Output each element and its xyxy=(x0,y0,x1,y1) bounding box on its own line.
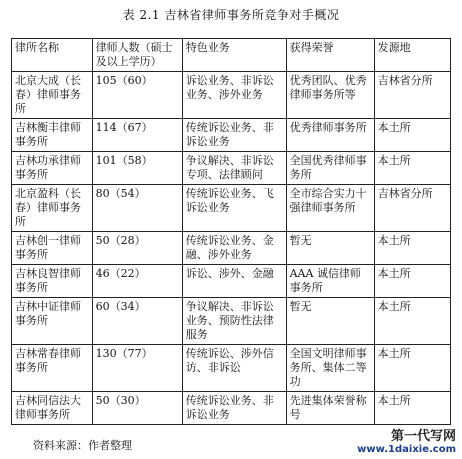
table-header-row xyxy=(12,39,451,72)
table-row xyxy=(12,232,451,265)
cell-origin: 本土所 xyxy=(374,152,450,185)
cell-specialty: 传统诉讼、涉外信访、非诉讼 xyxy=(182,345,286,392)
cell-honors: 暂无 xyxy=(286,232,374,265)
cell-honors: 暂无 xyxy=(286,298,374,345)
cell-honors: 先进集体荣誉称号 xyxy=(286,392,374,425)
cell-firm-name: 吉林同信法大律师事务所 xyxy=(12,392,93,425)
cell-honors: 全市综合实力十强律师事务所 xyxy=(286,185,374,232)
cell-lawyer-count: 80（54） xyxy=(92,185,182,232)
table-row xyxy=(12,345,451,392)
cell-origin: 本土所 xyxy=(374,392,450,425)
cell-origin: 本土所 xyxy=(374,298,450,345)
cell-specialty: 传统诉讼业务、非诉讼业务 xyxy=(182,392,286,425)
cell-origin: 本土所 xyxy=(374,119,450,152)
cell-firm-name: 吉林衡丰律师事务所 xyxy=(12,119,93,152)
table-row xyxy=(12,72,451,119)
table-row xyxy=(12,265,451,298)
cell-firm-name: 吉林中证律师事务所 xyxy=(12,298,93,345)
cell-lawyer-count: 101（58） xyxy=(92,152,182,185)
watermark-logo xyxy=(357,425,456,455)
watermark-url: www.1daixie.com xyxy=(357,444,456,455)
cell-firm-name: 北京盈科（长春）律师事务所 xyxy=(12,185,93,232)
cell-firm-name: 吉林创一律师事务所 xyxy=(12,232,93,265)
competitor-table xyxy=(11,38,451,425)
cell-origin: 吉林省分所 xyxy=(374,185,450,232)
source-note: 资料来源：作者整理 xyxy=(33,439,132,452)
cell-specialty: 诉讼业务、非诉讼业务、涉外业务 xyxy=(182,72,286,119)
cell-lawyer-count: 130（77） xyxy=(92,345,182,392)
cell-lawyer-count: 46（22） xyxy=(92,265,182,298)
header-specialty: 特色业务 xyxy=(182,39,286,72)
table-row xyxy=(12,152,451,185)
table-caption: 表 2.1 吉林省律师事务所竞争对手概况 xyxy=(122,8,340,22)
cell-lawyer-count: 105（60） xyxy=(92,72,182,119)
cell-specialty: 争议解决、非诉讼业务、预防性法律服务 xyxy=(182,298,286,345)
header-firm-name: 律所名称 xyxy=(12,39,93,72)
table-row xyxy=(12,298,451,345)
cell-firm-name: 吉林常春律师事务所 xyxy=(12,345,93,392)
header-honors: 获得荣誉 xyxy=(286,39,374,72)
cell-honors: AAA 诚信律师事务所 xyxy=(286,265,374,298)
cell-honors: 全国优秀律师事务所 xyxy=(286,152,374,185)
cell-origin: 本土所 xyxy=(374,265,450,298)
cell-lawyer-count: 114（67） xyxy=(92,119,182,152)
table-row xyxy=(12,392,451,425)
table-row xyxy=(12,185,451,232)
cell-specialty: 传统诉讼业务、飞诉讼业务 xyxy=(182,185,286,232)
header-lawyer-count: 律师人数（硕士及以上学历） xyxy=(92,39,182,72)
cell-specialty: 传统诉讼业务、金融、涉外业务 xyxy=(182,232,286,265)
cell-honors: 优秀团队、优秀律师事务所等 xyxy=(286,72,374,119)
header-origin: 发源地 xyxy=(374,39,450,72)
cell-honors: 优秀律师事务所 xyxy=(286,119,374,152)
table-row xyxy=(12,119,451,152)
cell-origin: 吉林省分所 xyxy=(374,72,450,119)
cell-lawyer-count: 50（30） xyxy=(92,392,182,425)
cell-specialty: 诉讼、涉外、金融 xyxy=(182,265,286,298)
cell-firm-name: 吉林功承律师事务所 xyxy=(12,152,93,185)
cell-origin: 本土所 xyxy=(374,232,450,265)
cell-firm-name: 北京大成（长春）律师事务所 xyxy=(12,72,93,119)
cell-lawyer-count: 60（34） xyxy=(92,298,182,345)
cell-specialty: 传统诉讼业务、非诉讼业务 xyxy=(182,119,286,152)
cell-honors: 全国文明律师事务所、集体二等功 xyxy=(286,345,374,392)
cell-specialty: 争议解决、非诉讼专项、法律顾问 xyxy=(182,152,286,185)
watermark-title: 第一代写网 xyxy=(390,429,456,444)
cell-firm-name: 吉林良智律师事务所 xyxy=(12,265,93,298)
cell-origin: 本土所 xyxy=(374,345,450,392)
cell-lawyer-count: 50（28） xyxy=(92,232,182,265)
